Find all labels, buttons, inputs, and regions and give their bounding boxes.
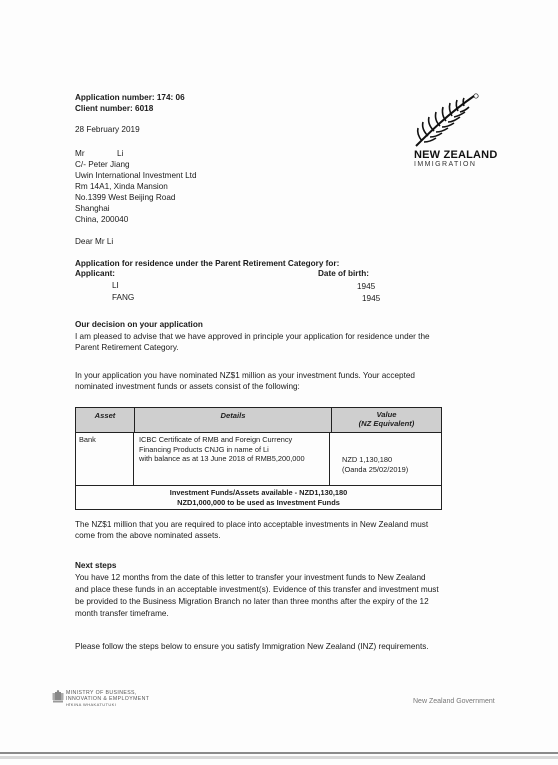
addressee-mr: Mr [75, 149, 85, 158]
coat-of-arms-icon [52, 690, 64, 704]
applicant-dob: 1945 [362, 294, 381, 303]
silver-fern-icon [412, 92, 480, 148]
bottom-divider [0, 752, 558, 754]
nz-brand-title: NEW ZEALAND [414, 149, 498, 161]
addressee-surname: Li [117, 149, 124, 158]
ministry-name: MINISTRY OF BUSINESS, INNOVATION & EMPLOYMENT HĪKINA WHAKATUTUKI [66, 690, 150, 707]
applicant-name: FANG [112, 293, 135, 302]
col-header-value: Value (NZ Equivalent) [358, 410, 415, 428]
application-number: Application number: 174: 06 [75, 93, 185, 102]
address-line: C/- Peter Jiang [75, 160, 130, 169]
application-heading: Application for residence under the Parent Retirement Category for: [75, 259, 340, 268]
closing-instruction: Please follow the steps below to ensure you satisfy Immigration New Zealand (INZ) requirements. [75, 642, 429, 651]
table-header-row [76, 408, 441, 433]
table-row [76, 433, 441, 486]
col-header-details: Details [135, 408, 332, 432]
greeting: Dear Mr Li [75, 237, 114, 246]
address-line: No.1399 West Beijing Road [75, 193, 176, 202]
nz-brand-subtitle: IMMIGRATION [414, 161, 477, 168]
col-header-asset: Asset [76, 408, 135, 432]
bottom-divider [0, 756, 558, 759]
client-number: Client number: 6018 [75, 104, 154, 113]
letter-date: 28 February 2019 [75, 125, 140, 134]
address-line: Rm 14A1, Xinda Mansion [75, 182, 168, 191]
address-line: Shanghai [75, 204, 110, 213]
requirement-paragraph: The NZ$1 million that you are required to place into acceptable investments in New Zealand must come from the above nominated assets. [75, 520, 429, 541]
dob-label: Date of birth: [318, 269, 369, 278]
address-line: China, 200040 [75, 215, 129, 224]
nz-government-mark: New Zealand Government [413, 698, 495, 705]
investment-funds-table [75, 407, 442, 510]
table-footer: Investment Funds/Assets available - NZD1,130,180 NZD1,000,000 to be used as Investment Funds [169, 488, 348, 507]
decision-heading: Our decision on your application [75, 320, 203, 329]
applicant-label: Applicant: [75, 269, 116, 278]
cell-asset: Bank [76, 433, 134, 485]
cell-value: NZD 1,130,180 (Oanda 25/02/2019) [342, 455, 409, 474]
cell-details: ICBC Certificate of RMB and Foreign Currency Financing Products CNJG in name of Li with balance as at 13 June 2018 of RMB5,200,000 [134, 433, 330, 485]
next-steps-paragraph: You have 12 months from the date of this letter to transfer your investment funds to New Zealand and place these funds in an acceptable investment(s). Evidence of this transfer and investment must be provided to the Business Migration Branch no later than three months after the expiry of the 12 month transfer timeframe. [75, 573, 439, 618]
funds-paragraph: In your application you have nominated NZ$1 million as your investment funds. Your accepted nominated investment funds or assets consist of the following: [75, 371, 415, 392]
applicant-dob: 1945 [357, 282, 376, 291]
applicant-name: LI [112, 281, 119, 290]
next-steps-heading: Next steps [75, 561, 117, 570]
address-line: Uwin International Investment Ltd [75, 171, 197, 180]
decision-paragraph: I am pleased to advise that we have approved in principle your application for residence under the Parent Retirement Category. [75, 332, 430, 353]
